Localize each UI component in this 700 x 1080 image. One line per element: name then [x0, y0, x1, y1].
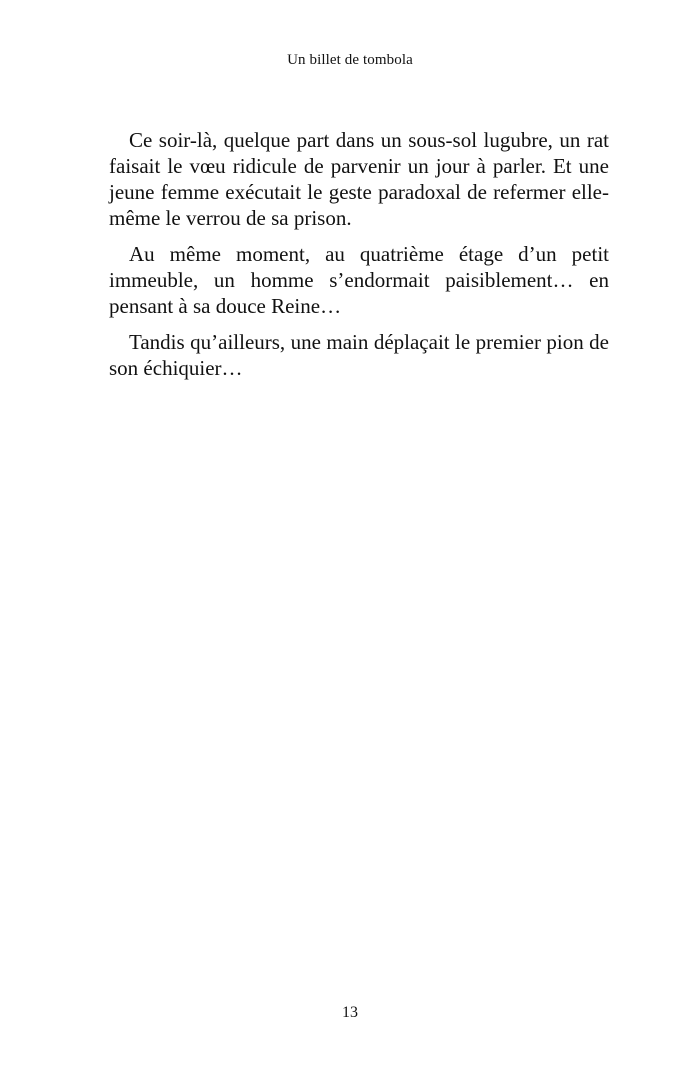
- running-head-title: Un billet de tombola: [287, 52, 413, 68]
- page-number: 13: [342, 1004, 358, 1021]
- paragraph-1: Ce soir-là, quelque part dans un sous-sol lugubre, un rat faisait le vœu ridicule de parvenir un jour à parler. Et une jeune femme exécutait le geste paradoxal de refermer elle-même le verrou de sa prison.: [109, 128, 609, 230]
- paragraph-2: Au même moment, au quatrième étage d’un petit immeuble, un homme s’endormait paisiblement… en pensant à sa douce Reine…: [109, 242, 609, 318]
- paragraph-3: Tandis qu’ailleurs, une main déplaçait le premier pion de son échiquier…: [109, 330, 609, 380]
- body-text: [109, 127, 609, 391]
